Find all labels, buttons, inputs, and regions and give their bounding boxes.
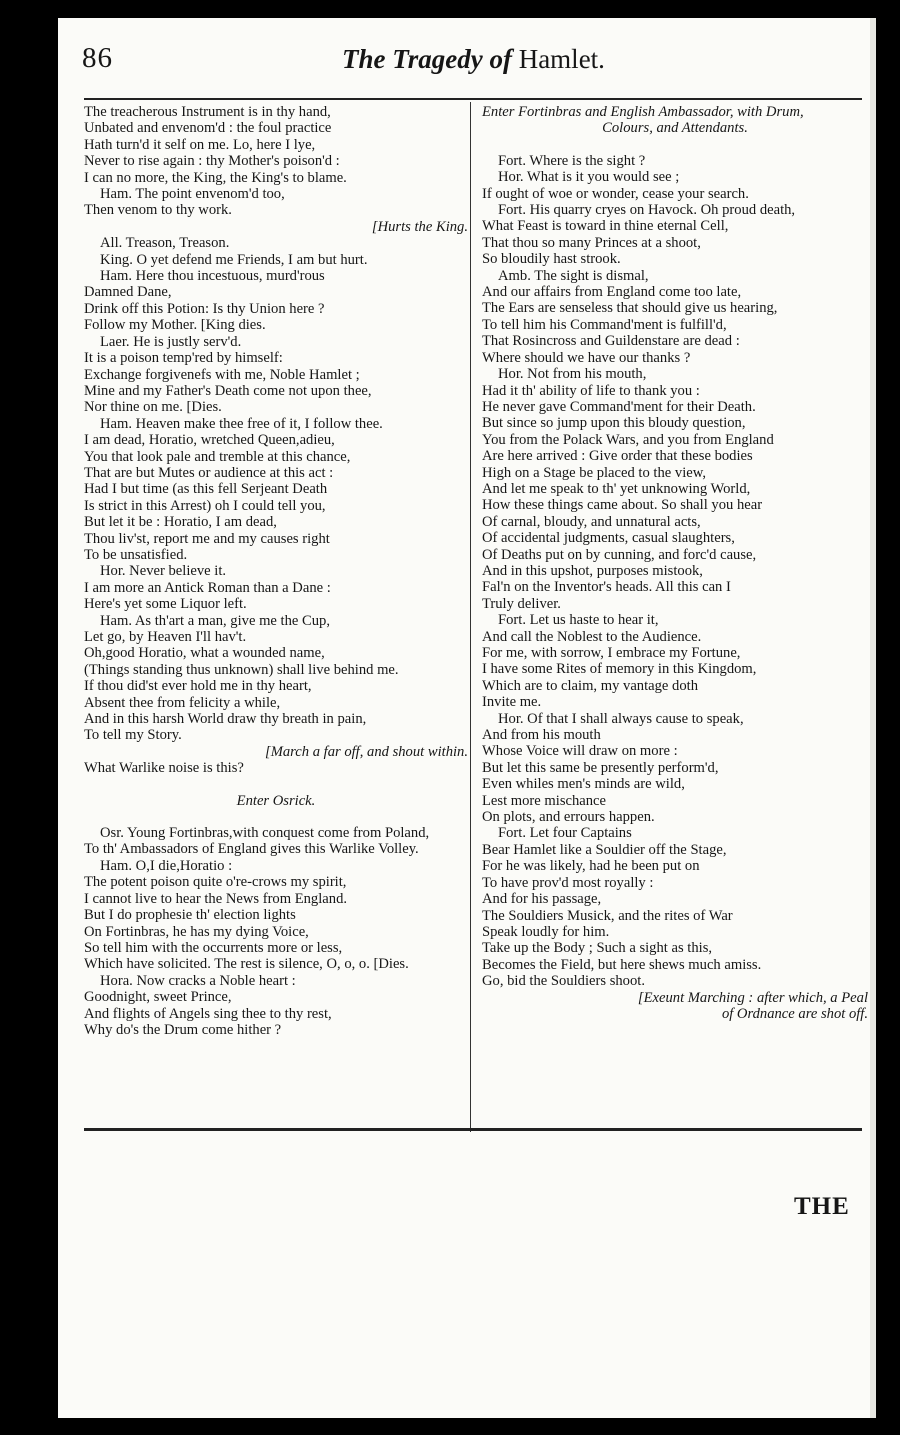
text-line: Oh,good Horatio, what a wounded name, bbox=[84, 645, 325, 662]
text-line: Absent thee from felicity a while, bbox=[84, 694, 281, 711]
text-line: Laer. He is justly serv'd. bbox=[100, 333, 242, 350]
text-line: It is a poison temp'red by himself: bbox=[84, 350, 283, 367]
text-line: I have some Rites of memory in this Kingdom, bbox=[482, 661, 757, 678]
text-line: Had I but time (as this fell Serjeant Death bbox=[84, 481, 328, 498]
text-line: And our affairs from England come too late, bbox=[482, 284, 742, 301]
text-line: And let me speak to th' yet unknowing World, bbox=[482, 480, 751, 497]
text-line: So bloudily hast strook. bbox=[482, 251, 621, 268]
text-line: Osr. Young Fortinbras,with conquest come from Poland, bbox=[100, 825, 430, 842]
text-line: But since so jump upon this bloudy question, bbox=[482, 415, 746, 432]
text-line: [Exeunt Marching : after which, a Peal bbox=[637, 989, 868, 1006]
text-line: The Souldiers Musick, and the rites of War bbox=[482, 907, 733, 924]
book-page bbox=[58, 18, 876, 1418]
running-title-name: Hamlet. bbox=[518, 44, 605, 74]
text-line: If thou did'st ever hold me in thy heart, bbox=[84, 678, 312, 695]
text-line: And for his passage, bbox=[482, 891, 602, 908]
text-line: I am dead, Horatio, wretched Queen,adieu, bbox=[84, 432, 335, 449]
text-line: Hath turn'd it self on me. Lo, here I lye, bbox=[84, 136, 316, 153]
text-line: But let it be : Horatio, I am dead, bbox=[84, 514, 277, 531]
text-line: Exchange forgivenefs with me, Noble Hamlet ; bbox=[84, 366, 360, 383]
text-line: of Ordnance are shot off. bbox=[721, 1005, 868, 1022]
text-line: Ham. O,I die,Horatio : bbox=[100, 857, 233, 874]
text-line: King. O yet defend me Friends, I am but hurt. bbox=[100, 251, 368, 268]
text-line: Nor thine on me. [Dies. bbox=[84, 399, 222, 416]
text-line: The Ears are senseless that should give us hearing, bbox=[482, 300, 778, 317]
text-line: Then venom to thy work. bbox=[84, 202, 232, 219]
text-line: Lest more mischance bbox=[482, 792, 606, 809]
text-line: Bear Hamlet like a Souldier off the Stage, bbox=[482, 841, 727, 858]
text-line: On Fortinbras, he has my dying Voice, bbox=[84, 923, 309, 940]
text-line: (Things standing thus unknown) shall live behind me. bbox=[84, 661, 399, 678]
text-line: And from his mouth bbox=[482, 727, 601, 744]
text-line: To tell him his Command'ment is fulfill'd, bbox=[482, 316, 727, 333]
text-line: Let go, by Heaven I'll hav't. bbox=[84, 629, 247, 645]
right-column bbox=[482, 104, 868, 1022]
text-line: Enter Fortinbras and English Ambassador, with Drum, bbox=[482, 104, 804, 120]
text-line: Of Deaths put on by cunning, and forc'd cause, bbox=[482, 546, 757, 563]
running-title bbox=[342, 44, 605, 75]
column-divider bbox=[470, 102, 471, 1132]
text-line: Whose Voice will draw on more : bbox=[482, 743, 678, 760]
text-line: Of carnal, bloudy, and unnatural acts, bbox=[482, 513, 701, 530]
page-number: 86 bbox=[82, 42, 113, 74]
text-line: For he was likely, had he been put on bbox=[482, 858, 700, 875]
text-line: What Feast is toward in thine eternal Cell, bbox=[482, 218, 729, 235]
end-rule bbox=[84, 1128, 862, 1131]
text-line: Are here arrived : Give order that these bodies bbox=[482, 448, 753, 465]
text-line: Why do's the Drum come hither ? bbox=[84, 1021, 282, 1038]
text-line: Amb. The sight is dismal, bbox=[498, 267, 649, 284]
header-rule bbox=[84, 98, 862, 100]
text-line: And call the Noblest to the Audience. bbox=[482, 628, 702, 645]
text-line: I cannot live to hear the News from England. bbox=[84, 890, 348, 907]
text-line: That are but Mutes or audience at this act : bbox=[84, 464, 334, 481]
text-line: [Hurts the King. bbox=[371, 218, 468, 235]
text-line: Goodnight, sweet Prince, bbox=[84, 989, 232, 1006]
text-line: All. Treason, Treason. bbox=[100, 235, 230, 252]
text-line: Enter Osrick. bbox=[236, 792, 316, 809]
text-line: Hor. Not from his mouth, bbox=[498, 366, 647, 383]
text-line: And flights of Angels sing thee to thy rest, bbox=[84, 1005, 332, 1022]
text-line: To th' Ambassadors of England gives this Warlike Volley. bbox=[84, 841, 419, 858]
text-line: He never gave Command'ment for their Death. bbox=[482, 398, 756, 415]
left-column bbox=[84, 104, 468, 1038]
text-line: Invite me. bbox=[482, 694, 542, 711]
text-line: Thou liv'st, report me and my causes right bbox=[84, 530, 330, 547]
text-line: I am more an Antick Roman than a Dane : bbox=[84, 579, 331, 596]
running-title-italic: The Tragedy of bbox=[342, 44, 519, 74]
text-line: Go, bid the Souldiers shoot. bbox=[482, 973, 645, 990]
text-line: Hora. Now cracks a Noble heart : bbox=[100, 972, 296, 989]
text-line: Which have solicited. The rest is silence, O, o, o. [Dies. bbox=[84, 956, 409, 973]
text-line: Follow my Mother. [King dies. bbox=[84, 317, 266, 334]
text-line: How these things came about. So shall you hear bbox=[482, 497, 763, 514]
text-line: For me, with sorrow, I embrace my Fortune, bbox=[482, 645, 741, 661]
text-line: That Rosincross and Guildenstare are dead : bbox=[482, 333, 740, 350]
text-line: Fort. Let four Captains bbox=[498, 825, 632, 842]
text-line: Becomes the Field, but here shews much amiss. bbox=[482, 956, 762, 973]
text-line: But I do prophesie th' election lights bbox=[84, 907, 296, 924]
text-line: Where should we have our thanks ? bbox=[482, 349, 691, 366]
text-line: To tell my Story. bbox=[84, 727, 182, 744]
text-line: Fort. Where is the sight ? bbox=[498, 152, 646, 169]
text-line: Which are to claim, my vantage doth bbox=[482, 677, 698, 694]
text-line: Drink off this Potion: Is thy Union here ? bbox=[84, 300, 325, 317]
text-line: Had it th' ability of life to thank you : bbox=[482, 382, 700, 399]
text-line: Of accidental judgments, casual slaughters, bbox=[482, 530, 735, 547]
text-line: And in this harsh World draw thy breath in pain, bbox=[84, 711, 367, 728]
text-line: If ought of woe or wonder, cease your search. bbox=[482, 185, 749, 202]
text-line: You from the Polack Wars, and you from England bbox=[482, 431, 774, 448]
text-line: On plots, and errours happen. bbox=[482, 809, 655, 826]
text-line: And in this upshot, purposes mistook, bbox=[482, 562, 703, 579]
page-edge bbox=[870, 18, 876, 1418]
text-line: Fal'n on the Inventor's heads. All this can I bbox=[482, 579, 731, 596]
text-line: Hor. Never believe it. bbox=[100, 563, 227, 580]
text-line: To be unsatisfied. bbox=[84, 546, 188, 563]
text-line: Hor. Of that I shall always cause to speak, bbox=[498, 710, 744, 727]
text-line: But let this same be presently perform'd, bbox=[482, 759, 719, 776]
text-line: High on a Stage be placed to the view, bbox=[482, 464, 706, 481]
text-line: Ham. The point envenom'd too, bbox=[100, 186, 285, 203]
text-line: [March a far off, and shout within. bbox=[265, 743, 468, 760]
text-line: Truly deliver. bbox=[482, 595, 561, 612]
text-line: Colours, and Attendants. bbox=[602, 120, 748, 137]
text-line: What Warlike noise is this? bbox=[84, 760, 244, 777]
text-line: Here's yet some Liquor left. bbox=[84, 596, 247, 613]
text-line: So tell him with the occurrents more or less, bbox=[84, 939, 343, 956]
text-line: Speak loudly for him. bbox=[482, 923, 610, 940]
text-line: Even whiles men's minds are wild, bbox=[482, 776, 685, 793]
text-line: Unbated and envenom'd : the foul practice bbox=[84, 120, 332, 137]
text-line: Ham. As th'art a man, give me the Cup, bbox=[100, 612, 331, 629]
text-line: You that look pale and tremble at this chance, bbox=[84, 448, 351, 465]
text-line: Hor. What is it you would see ; bbox=[498, 169, 680, 186]
text-line: That thou so many Princes at a shoot, bbox=[482, 234, 701, 251]
text-line: The potent poison quite o're-crows my spirit, bbox=[84, 874, 347, 891]
text-line: Mine and my Father's Death come not upon thee, bbox=[84, 382, 372, 399]
text-line: Damned Dane, bbox=[84, 284, 172, 301]
catchword: THE bbox=[794, 1193, 850, 1220]
text-line: Take up the Body ; Such a sight as this, bbox=[482, 940, 713, 957]
text-line: Fort. His quarry cryes on Havock. Oh proud death, bbox=[498, 202, 796, 219]
text-line: To have prov'd most royally : bbox=[482, 874, 654, 891]
text-line: I can no more, the King, the King's to blame. bbox=[84, 169, 347, 186]
text-line: Ham. Here thou incestuous, murd'rous bbox=[100, 268, 325, 285]
text-line: Ham. Heaven make thee free of it, I follow thee. bbox=[100, 415, 383, 432]
text-line: Is strict in this Arrest) oh I could tell you, bbox=[84, 497, 326, 514]
text-line: Fort. Let us haste to hear it, bbox=[498, 612, 659, 629]
text-line: The treacherous Instrument is in thy hand, bbox=[84, 104, 331, 120]
text-line: Never to rise again : thy Mother's poison'd : bbox=[84, 153, 340, 170]
